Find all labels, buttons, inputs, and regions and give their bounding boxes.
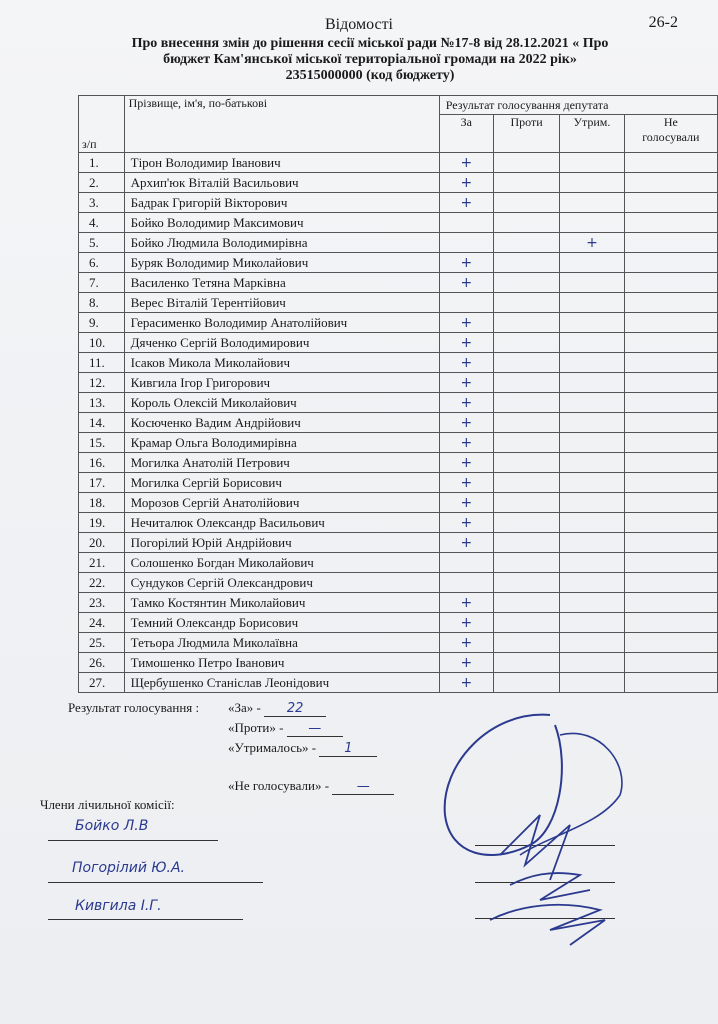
vote-cell-utrym <box>560 473 624 493</box>
vote-cell-proty <box>493 153 559 173</box>
result-za-value: 22 <box>264 701 326 717</box>
row-number: 13. <box>79 393 125 413</box>
vote-cell-proty <box>493 313 559 333</box>
deputy-name: Бойко Людмила Володимирівна <box>124 233 439 253</box>
deputy-name: Погорілий Юрій Андрійович <box>124 533 439 553</box>
vote-cell-za: + <box>439 673 493 693</box>
vote-cell-proty <box>493 553 559 573</box>
table-row <box>79 233 718 253</box>
table-row <box>79 213 718 233</box>
vote-cell-utrym <box>560 613 624 633</box>
table-row <box>79 433 718 453</box>
vote-cell-za: + <box>439 453 493 473</box>
vote-cell-za: + <box>439 333 493 353</box>
deputy-name: Щербушенко Станіслав Леонідович <box>124 673 439 693</box>
deputy-name: Нечиталюк Олександр Васильович <box>124 513 439 533</box>
vote-cell-utrym <box>560 533 624 553</box>
vote-cell-ne <box>624 553 717 573</box>
vote-cell-za: + <box>439 313 493 333</box>
deputy-name: Ісаков Микола Миколайович <box>124 353 439 373</box>
vote-cell-utrym <box>560 633 624 653</box>
header-proty: Проти <box>493 115 559 153</box>
vote-cell-ne <box>624 593 717 613</box>
table-row <box>79 453 718 473</box>
row-number: 27. <box>79 673 125 693</box>
vote-cell-utrym <box>560 173 624 193</box>
vote-cell-za: + <box>439 473 493 493</box>
deputy-name: Буряк Володимир Миколайович <box>124 253 439 273</box>
table-row <box>79 653 718 673</box>
vote-cell-ne <box>624 193 717 213</box>
vote-cell-ne <box>624 233 717 253</box>
row-number: 6. <box>79 253 125 273</box>
deputy-name: Бойко Володимир Максимович <box>124 213 439 233</box>
row-number: 15. <box>79 433 125 453</box>
row-number: 2. <box>79 173 125 193</box>
table-row <box>79 553 718 573</box>
member-line <box>48 840 218 841</box>
commission-label: Члени лічильної комісії: <box>40 797 175 812</box>
deputy-name: Герасименко Володимир Анатолійович <box>124 313 439 333</box>
vote-cell-utrym <box>560 393 624 413</box>
row-number: 19. <box>79 513 125 533</box>
vote-cell-proty <box>493 373 559 393</box>
row-number: 11. <box>79 353 125 373</box>
subtitle-line: Про внесення змін до рішення сесії міської ради №17-8 від 28.12.2021 « Про <box>131 36 609 51</box>
vote-cell-ne <box>624 173 717 193</box>
vote-cell-za: + <box>439 533 493 553</box>
deputy-name: Тетьора Людмила Миколаївна <box>124 633 439 653</box>
result-proty-value: — <box>287 721 343 737</box>
vote-cell-proty <box>493 673 559 693</box>
vote-cell-proty <box>493 413 559 433</box>
row-number: 23. <box>79 593 125 613</box>
vote-cell-za: + <box>439 153 493 173</box>
vote-cell-proty <box>493 493 559 513</box>
row-number: 12. <box>79 373 125 393</box>
table-row <box>79 313 718 333</box>
vote-cell-utrym <box>560 253 624 273</box>
deputy-name: Тірон Володимир Іванович <box>124 153 439 173</box>
vote-cell-utrym <box>560 313 624 333</box>
vote-cell-proty <box>493 193 559 213</box>
row-number: 26. <box>79 653 125 673</box>
header-result: Результат голосування депутата <box>439 96 717 115</box>
member-name: Бойко Л.В <box>75 818 149 834</box>
table-row <box>79 253 718 273</box>
vote-cell-proty <box>493 233 559 253</box>
result-utrym-value: 1 <box>319 741 377 757</box>
row-number: 5. <box>79 233 125 253</box>
vote-cell-ne <box>624 333 717 353</box>
row-number: 24. <box>79 613 125 633</box>
vote-cell-utrym <box>560 433 624 453</box>
vote-cell-proty <box>493 273 559 293</box>
vote-cell-ne <box>624 653 717 673</box>
table-row <box>79 513 718 533</box>
vote-cell-utrym: + <box>560 233 624 253</box>
row-number: 16. <box>79 453 125 473</box>
vote-cell-proty <box>493 173 559 193</box>
vote-cell-za: + <box>439 273 493 293</box>
vote-cell-za: + <box>439 493 493 513</box>
deputy-name: Архип'юк Віталій Васильович <box>124 173 439 193</box>
deputy-name: Косюченко Вадим Андрійович <box>124 413 439 433</box>
result-proty <box>228 720 343 737</box>
table-row <box>79 593 718 613</box>
vote-cell-ne <box>624 673 717 693</box>
member-name: Кивгила І.Г. <box>75 898 162 914</box>
table-row <box>79 573 718 593</box>
vote-cell-proty <box>493 333 559 353</box>
vote-cell-ne <box>624 493 717 513</box>
header-ne-golosuvaly <box>624 115 717 153</box>
result-za <box>228 700 326 717</box>
deputy-name: Дяченко Сергій Володимирович <box>124 333 439 353</box>
result-za-label: «За» - <box>228 700 261 715</box>
member-name: Погорілий Ю.А. <box>72 860 185 876</box>
vote-cell-utrym <box>560 353 624 373</box>
vote-cell-proty <box>493 653 559 673</box>
deputy-name: Солошенко Богдан Миколайович <box>124 553 439 573</box>
vote-cell-utrym <box>560 193 624 213</box>
header-number: з/п <box>79 96 125 153</box>
row-number: 4. <box>79 213 125 233</box>
table-row <box>79 353 718 373</box>
vote-cell-ne <box>624 573 717 593</box>
vote-cell-utrym <box>560 513 624 533</box>
vote-cell-ne <box>624 213 717 233</box>
vote-cell-za: + <box>439 253 493 273</box>
vote-cell-proty <box>493 593 559 613</box>
table-row <box>79 153 718 173</box>
deputy-name: Король Олексій Миколайович <box>124 393 439 413</box>
row-number: 18. <box>79 493 125 513</box>
table-row <box>79 173 718 193</box>
vote-cell-utrym <box>560 573 624 593</box>
row-number: 21. <box>79 553 125 573</box>
row-number: 1. <box>79 153 125 173</box>
vote-cell-za: + <box>439 393 493 413</box>
vote-cell-ne <box>624 613 717 633</box>
member-line <box>48 919 243 920</box>
vote-cell-za: + <box>439 613 493 633</box>
vote-cell-proty <box>493 253 559 273</box>
row-number: 22. <box>79 573 125 593</box>
vote-cell-proty <box>493 633 559 653</box>
vote-cell-proty <box>493 573 559 593</box>
vote-cell-ne <box>624 413 717 433</box>
vote-cell-ne <box>624 273 717 293</box>
vote-cell-za <box>439 213 493 233</box>
header-ne-line1: Не <box>663 115 678 129</box>
vote-cell-ne <box>624 473 717 493</box>
vote-cell-proty <box>493 533 559 553</box>
table-row <box>79 373 718 393</box>
deputy-name: Кивгила Ігор Григорович <box>124 373 439 393</box>
vote-cell-utrym <box>560 673 624 693</box>
signature-scribbles <box>430 705 660 950</box>
vote-cell-za: + <box>439 433 493 453</box>
deputy-name: Тамко Костянтин Миколайович <box>124 593 439 613</box>
row-number: 10. <box>79 333 125 353</box>
row-number: 25. <box>79 633 125 653</box>
vote-cell-ne <box>624 393 717 413</box>
result-ne <box>228 778 394 795</box>
row-number: 17. <box>79 473 125 493</box>
vote-cell-ne <box>624 253 717 273</box>
vote-cell-ne <box>624 453 717 473</box>
vote-cell-ne <box>624 293 717 313</box>
deputy-name: Крамар Ольга Володимирівна <box>124 433 439 453</box>
vote-cell-proty <box>493 293 559 313</box>
result-ne-value: — <box>332 779 394 795</box>
vote-cell-utrym <box>560 213 624 233</box>
deputy-name: Могилка Анатолій Петрович <box>124 453 439 473</box>
vote-cell-za <box>439 553 493 573</box>
vote-cell-za: + <box>439 353 493 373</box>
vote-cell-proty <box>493 473 559 493</box>
document-number: 26-2 <box>648 14 678 31</box>
deputy-name: Темний Олександр Борисович <box>124 613 439 633</box>
result-ne-label: «Не голосували» - <box>228 778 330 793</box>
vote-cell-utrym <box>560 653 624 673</box>
vote-cell-utrym <box>560 493 624 513</box>
vote-cell-utrym <box>560 373 624 393</box>
vote-cell-za: + <box>439 173 493 193</box>
document-subtitle <box>90 36 650 84</box>
header-utrym: Утрим. <box>560 115 624 153</box>
vote-cell-utrym <box>560 453 624 473</box>
vote-cell-proty <box>493 213 559 233</box>
vote-cell-ne <box>624 373 717 393</box>
vote-cell-za <box>439 293 493 313</box>
vote-cell-za: + <box>439 593 493 613</box>
vote-cell-utrym <box>560 293 624 313</box>
result-utrym <box>228 740 377 757</box>
vote-cell-utrym <box>560 593 624 613</box>
vote-cell-ne <box>624 433 717 453</box>
row-number: 9. <box>79 313 125 333</box>
vote-cell-ne <box>624 153 717 173</box>
deputy-name: Тимошенко Петро Іванович <box>124 653 439 673</box>
row-number: 3. <box>79 193 125 213</box>
table-row <box>79 473 718 493</box>
table-row <box>79 193 718 213</box>
table-row <box>79 673 718 693</box>
table-row <box>79 393 718 413</box>
subtitle-line: 23515000000 (код бюджету) <box>285 68 455 83</box>
vote-cell-ne <box>624 513 717 533</box>
member-line <box>48 882 263 883</box>
vote-cell-za <box>439 233 493 253</box>
voting-table <box>78 95 718 693</box>
deputy-name: Морозов Сергій Анатолійович <box>124 493 439 513</box>
table-row <box>79 633 718 653</box>
vote-cell-ne <box>624 353 717 373</box>
row-number: 7. <box>79 273 125 293</box>
header-name: Прізвище, ім'я, по-батькові <box>124 96 439 153</box>
vote-cell-utrym <box>560 153 624 173</box>
vote-cell-za: + <box>439 413 493 433</box>
deputy-name: Сундуков Сергій Олександрович <box>124 573 439 593</box>
table-row <box>79 493 718 513</box>
vote-cell-za <box>439 573 493 593</box>
deputy-name: Могилка Сергій Борисович <box>124 473 439 493</box>
document-title: Відомості <box>324 16 393 33</box>
vote-cell-za: + <box>439 193 493 213</box>
vote-cell-utrym <box>560 413 624 433</box>
table-row <box>79 413 718 433</box>
table-row <box>79 293 718 313</box>
table-row <box>79 613 718 633</box>
vote-cell-utrym <box>560 333 624 353</box>
vote-cell-proty <box>493 353 559 373</box>
vote-cell-za: + <box>439 513 493 533</box>
vote-cell-ne <box>624 633 717 653</box>
table-row <box>79 273 718 293</box>
table-row <box>79 533 718 553</box>
row-number: 8. <box>79 293 125 313</box>
result-proty-label: «Проти» - <box>228 720 284 735</box>
vote-cell-za: + <box>439 633 493 653</box>
vote-cell-proty <box>493 453 559 473</box>
row-number: 14. <box>79 413 125 433</box>
vote-cell-utrym <box>560 553 624 573</box>
table-row <box>79 333 718 353</box>
vote-cell-proty <box>493 513 559 533</box>
vote-cell-za: + <box>439 653 493 673</box>
row-number: 20. <box>79 533 125 553</box>
vote-cell-proty <box>493 393 559 413</box>
vote-cell-ne <box>624 313 717 333</box>
deputy-name: Василенко Тетяна Марківна <box>124 273 439 293</box>
deputy-name: Верес Віталій Терентійович <box>124 293 439 313</box>
results-label: Результат голосування : <box>68 700 200 715</box>
subtitle-line: бюджет Кам'янської міської територіальної громади на 2022 рік» <box>163 52 577 67</box>
deputy-name: Бадрак Григорій Вікторович <box>124 193 439 213</box>
vote-cell-utrym <box>560 273 624 293</box>
result-utrym-label: «Утрималось» - <box>228 740 317 755</box>
vote-cell-za: + <box>439 373 493 393</box>
vote-cell-ne <box>624 533 717 553</box>
vote-cell-proty <box>493 433 559 453</box>
vote-cell-proty <box>493 613 559 633</box>
header-za: За <box>439 115 493 153</box>
header-ne-line2: голосували <box>642 130 700 144</box>
